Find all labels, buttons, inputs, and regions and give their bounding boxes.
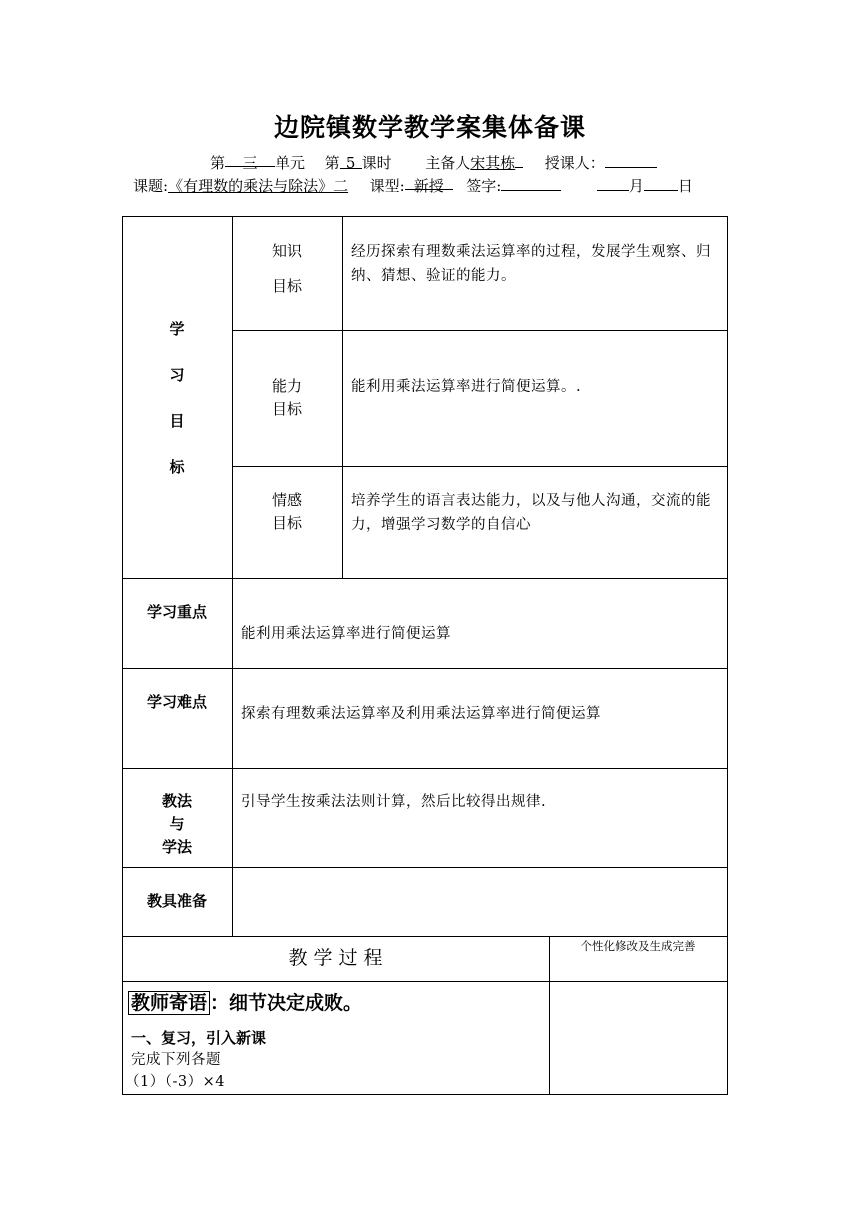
teacher-label: 授课人：	[544, 154, 605, 172]
lesson-suffix: 课时	[361, 154, 392, 172]
task-text: 完成下列各题	[131, 1052, 221, 1068]
day-label: 日	[677, 177, 693, 195]
motto-rest: ：细节决定成败。	[210, 992, 363, 1014]
tools-label: 教具准备	[146, 892, 207, 910]
topic-value: 《有理数的乘法与除法》二	[168, 177, 349, 195]
lesson-prefix: 第	[324, 154, 340, 172]
process-side-header: 个性化修改及生成完善	[580, 939, 696, 953]
knowledge-goal-text: 经历探索有理数乘法运算率的过程，发展学生观察、归纳、猜想、验证的能力。	[351, 244, 711, 284]
type-value: 新授	[405, 175, 453, 190]
document-title: 边院镇数学教学案集体备课	[273, 113, 586, 142]
ability-goal-label: 能力 目标	[271, 377, 302, 418]
lesson-value: 5	[340, 154, 362, 169]
key-points-label: 学习重点	[146, 603, 207, 621]
key-points-text: 能利用乘法运算率进行简便运算	[241, 626, 451, 642]
exercise-item-1: （1）（-3）×4	[125, 1074, 225, 1090]
process-header: 教 学 过 程	[288, 947, 383, 969]
sign-label: 签字:	[466, 177, 502, 195]
topic-label: 课题:	[133, 177, 169, 195]
type-label: 课型:	[369, 177, 405, 195]
knowledge-goal-label: 知识 目标	[271, 242, 302, 295]
teacher-motto	[128, 988, 362, 1018]
emotion-goal-text: 培养学生的语言表达能力，以及与他人沟通，交流的能力，增强学习数学的自信心	[351, 493, 711, 533]
unit-suffix: 单元	[275, 154, 306, 172]
ability-goal-text: 能利用乘法运算率进行简便运算。.	[351, 379, 582, 395]
unit-value: 三	[225, 152, 275, 167]
emotion-goal-label: 情感 目标	[271, 491, 302, 532]
section-review: 一、复习，引入新课	[131, 1029, 267, 1047]
goals-label: 学 习 目 标	[169, 320, 185, 476]
preparer-value: 宋其栋	[470, 154, 516, 172]
preparer-label: 主备人	[425, 154, 471, 172]
difficulties-text: 探索有理数乘法运算率及利用乘法运算率进行简便运算	[241, 706, 601, 722]
methods-label: 教法 与 学法	[161, 792, 192, 856]
methods-text: 引导学生按乘法法则计算，然后比较得出规律.	[241, 794, 547, 810]
month-label: 月	[628, 177, 644, 195]
motto-boxed: 教师寄语	[128, 991, 210, 1015]
unit-prefix: 第	[210, 154, 226, 172]
difficulties-label: 学习难点	[146, 693, 207, 711]
